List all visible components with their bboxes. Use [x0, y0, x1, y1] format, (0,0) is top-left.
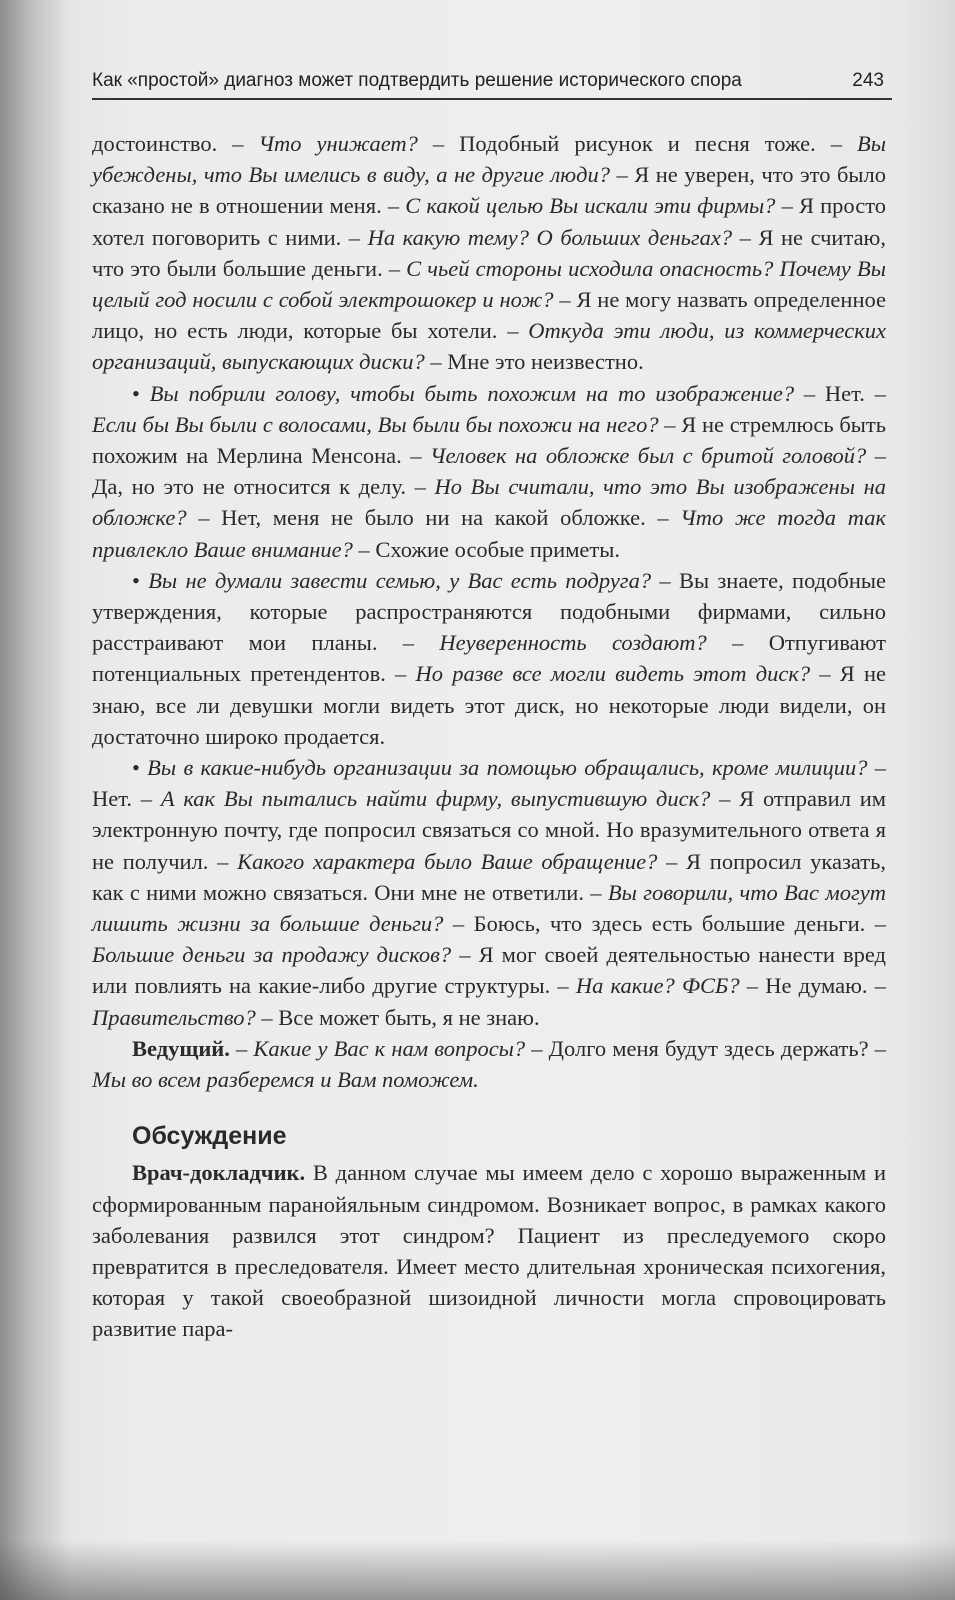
- question-span: Но разве все могли видеть этот диск? –: [415, 661, 831, 687]
- question-span: С чьей стороны исходила опасность? Почему Вы целый год носили с собой электрошокер и нож? –: [92, 255, 886, 313]
- text-span: Я просто хотел поговорить с ними. –: [92, 193, 886, 250]
- question-span: На какую тему? О больших деньгах? –: [367, 224, 751, 250]
- text-span: Я отправил им электронную почту, где попросил связаться со мной. Но вразумительного ответа я не получил. –: [92, 786, 886, 874]
- text-span: В данном случае мы имеем дело с хорошо выраженным и сформированным паранойяльным синдромом. Возникает вопрос, в рамках какого заболевания развился этот синдром? Пациент из преследуемого скоро превратится в преследователя. Имеет место длительная хроническая психогения, которая у такой своеобразной шизоидной личности могла спровоцировать развитие пара-: [92, 1160, 886, 1342]
- question-span: Вы побрили голову, чтобы быть похожим на то изображение? –: [149, 380, 816, 406]
- text-span: Долго меня будут здесь держать? –: [542, 1035, 886, 1061]
- paragraph-2: [92, 378, 886, 565]
- question-span: Большие деньги за продажу дисков? –: [92, 942, 471, 968]
- paragraph-3: [92, 565, 886, 752]
- question-span: С какой целью Вы искали эти фирмы? –: [405, 193, 793, 219]
- bottom-shadow: [0, 1540, 955, 1600]
- bullet: •: [132, 380, 150, 406]
- running-header-title: Как «простой» диагноз может подтвердить решение исторического спора: [92, 70, 742, 91]
- question-span: Вы в какие-нибудь организации за помощью обращались, кроме милиции? –: [147, 755, 886, 781]
- bullet: •: [132, 755, 148, 781]
- question-span: Неуверенность создают? –: [439, 630, 744, 656]
- question-span: Какие у Вас к нам вопросы? –: [253, 1035, 543, 1061]
- text-span: Я не уверен, что это было сказано не в отношении меня. –: [92, 162, 886, 219]
- text-span: Не думаю. –: [758, 973, 886, 999]
- text-span: Подобный рисунок и песня тоже. –: [444, 131, 858, 156]
- speaker-label: Ведущий.: [132, 1035, 230, 1061]
- question-span: Если бы Вы были с волосами, Вы были бы похожи на него? –: [92, 411, 676, 437]
- text-span: Я мог своей деятельностью нанести вред или повлиять на какие-либо другие структуры. –: [92, 942, 886, 999]
- question-span: А как Вы пытались найти фирму, выпустившую диск? –: [160, 786, 731, 812]
- text-span: Схожие особые приметы.: [369, 536, 620, 562]
- text-span: достоинство. –: [92, 131, 259, 156]
- question-span: Откуда эти люди, из коммерческих организаций, выпускающих диски? –: [92, 318, 886, 375]
- question-span: Вы не думали завести семью, у Вас есть подруга? –: [148, 567, 671, 593]
- question-span: Что же тогда так привлекло Ваше внимание? –: [92, 505, 886, 562]
- question-span: На какие? ФСБ? –: [575, 973, 759, 999]
- text-span: –: [229, 1035, 254, 1061]
- body-text: [92, 128, 886, 1345]
- question-span: Вы говорили, что Вас могут лишить жизни за большие деньги? –: [92, 879, 886, 937]
- question-span: Вы убеждены, что Вы имелись в виду, а не другие люди? –: [92, 131, 886, 188]
- question-span: Какого характера было Ваше обращение? –: [237, 848, 678, 874]
- text-span: Я попросил указать, как с ними можно связаться. Они мне не ответили. –: [92, 848, 886, 905]
- paragraph-1: [92, 128, 886, 378]
- question-span: Что унижает? –: [258, 131, 445, 156]
- question-span: Мы во всем разберемся и Вам поможем.: [92, 1067, 479, 1093]
- paragraph-5: [92, 1033, 886, 1095]
- question-span: Правительство? –: [92, 1004, 273, 1030]
- paragraph-6: [92, 1157, 886, 1344]
- text-span: Нет, меня не было ни на какой обложке. –: [209, 505, 681, 531]
- bullet: •: [132, 567, 149, 593]
- question-span: Но Вы считали, что это Вы изображены на обложке? –: [92, 474, 886, 531]
- text-span: Я не стремлюсь быть похожим на Мерлина Менсона. –: [92, 411, 886, 469]
- paragraph-4: [92, 752, 886, 1033]
- section-heading: Обсуждение: [132, 1122, 287, 1151]
- speaker-label: Врач-докладчик.: [132, 1160, 306, 1186]
- text-span: Мне это неизвестно.: [441, 349, 644, 375]
- question-span: Человек на обложке был с бритой головой? –: [429, 443, 886, 469]
- page-number: 243: [852, 70, 884, 91]
- text-span: Отпугивают потенциальных претендентов. –: [92, 630, 886, 687]
- text-span: Все может быть, я не знаю.: [272, 1004, 540, 1030]
- text-span: Вы знаете, подобные утверждения, которые распространяются подобными фирмами, сильно расстраивают мои планы. –: [92, 567, 886, 656]
- text-span: Я не знаю, все ли девушки могли видеть этот диск, но некоторые люди видели, он достаточно широко продается.: [92, 661, 886, 749]
- text-span: Боюсь, что здесь есть большие деньги. –: [464, 911, 887, 937]
- text-span: Нет. –: [92, 786, 161, 812]
- text-span: Я не могу назвать определенное лицо, но есть люди, которые бы хотели. –: [92, 287, 887, 344]
- text-span: Я не считаю, что это были большие деньги. –: [92, 224, 886, 281]
- text-span: Нет. –: [815, 380, 886, 406]
- running-header: [92, 68, 892, 100]
- text-span: Да, но это не относится к делу. –: [92, 474, 435, 500]
